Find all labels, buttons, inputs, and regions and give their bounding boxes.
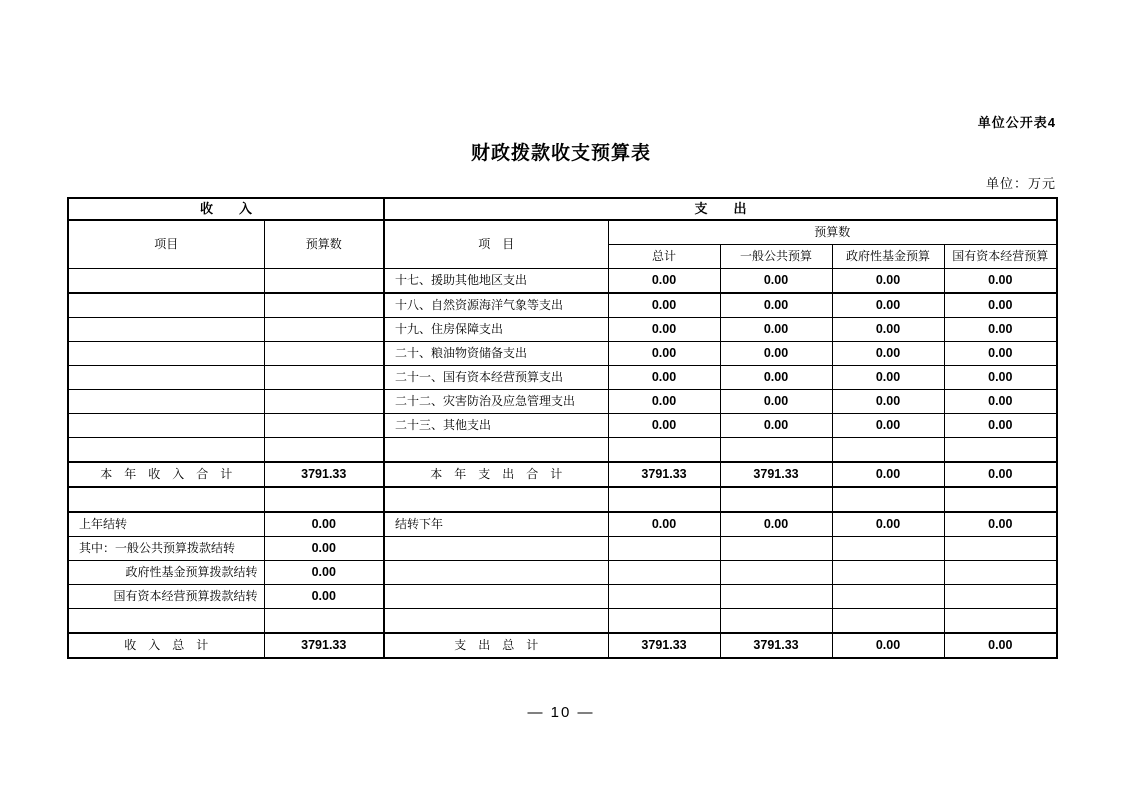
table-row [68, 318, 1057, 342]
income-value-cell [264, 390, 384, 414]
expense-value-cell [832, 537, 944, 561]
income-value-cell [264, 487, 384, 512]
expense-value-cell: 0.00 [944, 318, 1057, 342]
expense-value-cell: 0.00 [720, 293, 832, 318]
expense-value-cell: 0.00 [944, 512, 1057, 537]
table-row [68, 293, 1057, 318]
expense-item-cell [384, 537, 608, 561]
expense-value-cell: 0.00 [720, 318, 832, 342]
expense-item-cell: 结转下年 [384, 512, 608, 537]
expense-value-cell: 0.00 [608, 269, 720, 294]
income-value-cell [264, 318, 384, 342]
expense-value-cell [832, 609, 944, 634]
budget-table [67, 197, 1058, 659]
income-item-cell [68, 609, 264, 634]
expense-value-cell: 0.00 [608, 512, 720, 537]
expense-value-cell [832, 561, 944, 585]
expense-value-cell: 0.00 [608, 342, 720, 366]
income-item-cell: 收 入 总 计 [68, 633, 264, 658]
expense-value-cell: 3791.33 [608, 462, 720, 487]
income-item-cell: 政府性基金预算拨款结转 [68, 561, 264, 585]
expense-value-cell [944, 487, 1057, 512]
page-number: — 10 — [527, 704, 595, 721]
expense-value-cell [944, 585, 1057, 609]
expense-value-cell: 0.00 [944, 342, 1057, 366]
expense-value-cell: 0.00 [832, 414, 944, 438]
expense-value-cell [608, 561, 720, 585]
doc-label: 单位公开表4 [977, 115, 1056, 130]
income-value-cell [264, 366, 384, 390]
expense-value-cell: 0.00 [608, 366, 720, 390]
expense-value-cell: 0.00 [944, 633, 1057, 658]
income-value-cell [264, 438, 384, 463]
expense-item-cell [384, 561, 608, 585]
expense-value-cell: 0.00 [608, 293, 720, 318]
expense-value-cell: 0.00 [832, 293, 944, 318]
unit-note: 单位：万元 [985, 176, 1056, 191]
expense-value-cell: 3791.33 [720, 462, 832, 487]
expense-value-cell [944, 609, 1057, 634]
expense-section-header: 支 出 [384, 198, 1057, 220]
income-item-cell: 本 年 收 入 合 计 [68, 462, 264, 487]
expense-value-cell: 0.00 [944, 293, 1057, 318]
table-row [68, 561, 1057, 585]
expense-item-cell: 十八、自然资源海洋气象等支出 [384, 293, 608, 318]
table-row [68, 414, 1057, 438]
expense-value-cell: 0.00 [944, 366, 1057, 390]
expense-value-cell: 0.00 [832, 269, 944, 294]
income-value-cell: 0.00 [264, 585, 384, 609]
income-value-cell [264, 293, 384, 318]
expense-value-cell [608, 585, 720, 609]
income-item-cell [68, 318, 264, 342]
expense-value-cell [720, 537, 832, 561]
expense-item-cell: 二十三、其他支出 [384, 414, 608, 438]
expense-value-cell: 0.00 [944, 390, 1057, 414]
income-item-cell [68, 293, 264, 318]
table-row [68, 487, 1057, 512]
income-item-cell: 其中：一般公共预算拨款结转 [68, 537, 264, 561]
expense-value-cell: 0.00 [720, 269, 832, 294]
expense-value-cell [944, 561, 1057, 585]
expense-value-cell [720, 609, 832, 634]
expense-value-cell [720, 438, 832, 463]
expense-value-cell [832, 585, 944, 609]
expense-value-cell: 3791.33 [608, 633, 720, 658]
expense-value-cell: 0.00 [944, 269, 1057, 294]
col-header-expense-budget: 预算数 [608, 220, 1057, 245]
expense-value-cell [832, 438, 944, 463]
income-item-cell [68, 269, 264, 294]
expense-item-cell: 支 出 总 计 [384, 633, 608, 658]
income-item-cell [68, 487, 264, 512]
table-row [68, 512, 1057, 537]
income-value-cell: 3791.33 [264, 633, 384, 658]
income-item-cell: 国有资本经营预算拨款结转 [68, 585, 264, 609]
table-row [68, 585, 1057, 609]
expense-value-cell [608, 438, 720, 463]
table-row [68, 438, 1057, 463]
expense-item-cell: 二十一、国有资本经营预算支出 [384, 366, 608, 390]
expense-item-cell: 本 年 支 出 合 计 [384, 462, 608, 487]
table-row [68, 609, 1057, 634]
table-row [68, 269, 1057, 294]
income-value-cell: 3791.33 [264, 462, 384, 487]
income-value-cell [264, 269, 384, 294]
expense-value-cell [608, 609, 720, 634]
page-title: 财政拨款收支预算表 [470, 143, 651, 164]
table-body [68, 269, 1057, 659]
expense-item-cell [384, 487, 608, 512]
section-header-row [68, 198, 1057, 220]
expense-item-cell: 十九、住房保障支出 [384, 318, 608, 342]
income-value-cell: 0.00 [264, 537, 384, 561]
income-item-cell [68, 390, 264, 414]
income-item-cell [68, 366, 264, 390]
expense-value-cell [608, 537, 720, 561]
table-row [68, 462, 1057, 487]
income-item-cell [68, 438, 264, 463]
income-section-header: 收 入 [68, 198, 384, 220]
expense-value-cell: 0.00 [944, 414, 1057, 438]
expense-value-cell: 0.00 [608, 318, 720, 342]
expense-value-cell: 0.00 [608, 390, 720, 414]
income-value-cell [264, 342, 384, 366]
expense-value-cell [720, 585, 832, 609]
expense-value-cell: 0.00 [832, 342, 944, 366]
income-item-cell [68, 342, 264, 366]
income-value-cell: 0.00 [264, 561, 384, 585]
expense-item-cell [384, 585, 608, 609]
column-header-row [68, 220, 1057, 245]
col-header-income-budget: 预算数 [264, 220, 384, 269]
income-value-cell [264, 414, 384, 438]
expense-value-cell [944, 438, 1057, 463]
col-header-income-item: 项目 [68, 220, 264, 269]
expense-item-cell: 二十二、灾害防治及应急管理支出 [384, 390, 608, 414]
income-item-cell: 上年结转 [68, 512, 264, 537]
expense-value-cell [720, 487, 832, 512]
col-header-government-fund-budget: 政府性基金预算 [832, 245, 944, 269]
expense-value-cell: 0.00 [720, 342, 832, 366]
expense-value-cell: 0.00 [944, 462, 1057, 487]
income-value-cell: 0.00 [264, 512, 384, 537]
expense-item-cell: 十七、援助其他地区支出 [384, 269, 608, 294]
expense-value-cell [608, 487, 720, 512]
expense-value-cell: 0.00 [720, 366, 832, 390]
expense-value-cell [944, 537, 1057, 561]
expense-value-cell: 0.00 [832, 512, 944, 537]
table-row [68, 366, 1057, 390]
expense-value-cell: 0.00 [832, 390, 944, 414]
income-value-cell [264, 609, 384, 634]
table-row [68, 537, 1057, 561]
expense-value-cell: 3791.33 [720, 633, 832, 658]
col-header-expense-item: 项 目 [384, 220, 608, 269]
expense-value-cell: 0.00 [720, 414, 832, 438]
expense-value-cell: 0.00 [832, 366, 944, 390]
expense-value-cell: 0.00 [720, 512, 832, 537]
table-row [68, 342, 1057, 366]
col-header-state-capital-budget: 国有资本经营预算 [944, 245, 1057, 269]
expense-value-cell: 0.00 [832, 318, 944, 342]
income-item-cell [68, 414, 264, 438]
expense-value-cell: 0.00 [832, 633, 944, 658]
expense-item-cell [384, 438, 608, 463]
col-header-total: 总计 [608, 245, 720, 269]
expense-item-cell: 二十、粮油物资储备支出 [384, 342, 608, 366]
expense-value-cell: 0.00 [720, 390, 832, 414]
expense-value-cell: 0.00 [608, 414, 720, 438]
expense-item-cell [384, 609, 608, 634]
table-row [68, 390, 1057, 414]
table-row [68, 633, 1057, 658]
expense-value-cell [720, 561, 832, 585]
col-header-general-public-budget: 一般公共预算 [720, 245, 832, 269]
expense-value-cell: 0.00 [832, 462, 944, 487]
expense-value-cell [832, 487, 944, 512]
